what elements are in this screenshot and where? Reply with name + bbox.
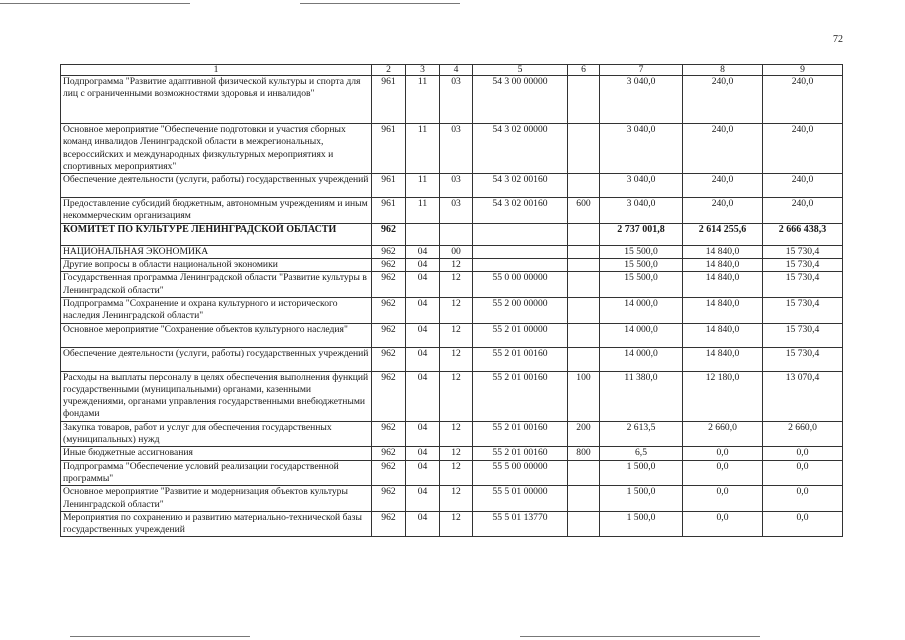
cell-pr: 03 xyxy=(440,76,473,124)
cell-csr: 54 3 02 00000 xyxy=(473,124,568,174)
table-row xyxy=(61,76,843,124)
cell-csr: 55 2 01 00000 xyxy=(473,323,568,347)
cell-v1: 2 613,5 xyxy=(600,421,683,447)
cell-name: Подпрограмма "Сохранение и охрана культурного и исторического наследия Ленинградской области" xyxy=(61,297,372,323)
cell-v3: 15 730,4 xyxy=(763,347,843,371)
cell-v1: 3 040,0 xyxy=(600,124,683,174)
cell-vr xyxy=(568,323,600,347)
cell-rz: 11 xyxy=(406,174,440,198)
cell-pr: 12 xyxy=(440,460,473,486)
cell-pr: 12 xyxy=(440,272,473,298)
cell-gr: 962 xyxy=(372,371,406,421)
cell-v3: 13 070,4 xyxy=(763,371,843,421)
cell-vr xyxy=(568,174,600,198)
table-row xyxy=(61,297,843,323)
header-cell: 9 xyxy=(763,65,843,76)
header-cell: 5 xyxy=(473,65,568,76)
cell-v2: 14 840,0 xyxy=(683,272,763,298)
cell-csr: 54 3 02 00160 xyxy=(473,198,568,224)
cell-pr: 12 xyxy=(440,371,473,421)
header-cell: 6 xyxy=(568,65,600,76)
cell-v3: 0,0 xyxy=(763,511,843,537)
cell-name: Мероприятия по сохранению и развитию материально-технической базы государственных учреждений xyxy=(61,511,372,537)
cell-pr: 12 xyxy=(440,447,473,460)
cell-v3: 15 730,4 xyxy=(763,272,843,298)
cell-name: Иные бюджетные ассигнования xyxy=(61,447,372,460)
cell-v2: 240,0 xyxy=(683,124,763,174)
table-row xyxy=(61,259,843,272)
table-row xyxy=(61,347,843,371)
cell-v2: 14 840,0 xyxy=(683,259,763,272)
cell-pr: 12 xyxy=(440,259,473,272)
cell-v2: 240,0 xyxy=(683,76,763,124)
cell-vr xyxy=(568,460,600,486)
cell-rz: 11 xyxy=(406,198,440,224)
cell-v1: 3 040,0 xyxy=(600,174,683,198)
cell-pr: 03 xyxy=(440,124,473,174)
cell-v3: 240,0 xyxy=(763,198,843,224)
cell-gr: 962 xyxy=(372,447,406,460)
cell-v3: 15 730,4 xyxy=(763,245,843,258)
cell-name: Другие вопросы в области национальной экономики xyxy=(61,259,372,272)
cell-rz: 11 xyxy=(406,124,440,174)
table-row xyxy=(61,198,843,224)
table-row xyxy=(61,223,843,245)
cell-rz: 04 xyxy=(406,323,440,347)
cell-rz: 04 xyxy=(406,272,440,298)
cell-csr: 55 5 00 00000 xyxy=(473,460,568,486)
cell-pr: 03 xyxy=(440,198,473,224)
budget-table xyxy=(60,64,843,537)
header-cell: 2 xyxy=(372,65,406,76)
cell-gr: 961 xyxy=(372,124,406,174)
cell-csr: 55 2 01 00160 xyxy=(473,421,568,447)
cell-rz: 04 xyxy=(406,259,440,272)
cell-csr: 54 3 00 00000 xyxy=(473,76,568,124)
cell-csr: 55 0 00 00000 xyxy=(473,272,568,298)
cell-pr: 12 xyxy=(440,323,473,347)
cell-v3: 2 666 438,3 xyxy=(763,223,843,245)
cell-pr: 12 xyxy=(440,486,473,512)
scan-artifact-line xyxy=(300,3,460,4)
cell-vr: 600 xyxy=(568,198,600,224)
cell-gr: 961 xyxy=(372,198,406,224)
table-row xyxy=(61,174,843,198)
cell-vr xyxy=(568,124,600,174)
cell-csr xyxy=(473,223,568,245)
cell-name: КОМИТЕТ ПО КУЛЬТУРЕ ЛЕНИНГРАДСКОЙ ОБЛАСТИ xyxy=(61,223,372,245)
cell-rz: 04 xyxy=(406,421,440,447)
cell-csr xyxy=(473,259,568,272)
cell-pr: 00 xyxy=(440,245,473,258)
header-cell: 1 xyxy=(61,65,372,76)
cell-rz: 04 xyxy=(406,511,440,537)
cell-v1: 3 040,0 xyxy=(600,76,683,124)
cell-v2: 14 840,0 xyxy=(683,347,763,371)
cell-v3: 0,0 xyxy=(763,486,843,512)
cell-v2: 0,0 xyxy=(683,511,763,537)
cell-rz: 04 xyxy=(406,245,440,258)
header-cell: 7 xyxy=(600,65,683,76)
cell-v1: 11 380,0 xyxy=(600,371,683,421)
cell-v1: 15 500,0 xyxy=(600,259,683,272)
cell-name: Основное мероприятие "Сохранение объектов культурного наследия" xyxy=(61,323,372,347)
cell-pr: 12 xyxy=(440,347,473,371)
cell-gr: 962 xyxy=(372,272,406,298)
table-row xyxy=(61,272,843,298)
cell-vr xyxy=(568,259,600,272)
cell-vr xyxy=(568,76,600,124)
cell-v3: 240,0 xyxy=(763,124,843,174)
cell-v3: 0,0 xyxy=(763,447,843,460)
cell-v2: 0,0 xyxy=(683,447,763,460)
cell-vr: 800 xyxy=(568,447,600,460)
cell-v3: 0,0 xyxy=(763,460,843,486)
cell-gr: 962 xyxy=(372,245,406,258)
cell-name: Предоставление субсидий бюджетным, автономным учреждениям и иным некоммерческим организациям xyxy=(61,198,372,224)
cell-name: Подпрограмма "Обеспечение условий реализации государственной программы" xyxy=(61,460,372,486)
cell-v1: 14 000,0 xyxy=(600,297,683,323)
cell-vr xyxy=(568,347,600,371)
cell-vr: 100 xyxy=(568,371,600,421)
cell-gr: 962 xyxy=(372,259,406,272)
cell-csr: 55 2 00 00000 xyxy=(473,297,568,323)
cell-v1: 6,5 xyxy=(600,447,683,460)
table-row xyxy=(61,447,843,460)
cell-rz: 04 xyxy=(406,297,440,323)
cell-vr xyxy=(568,511,600,537)
cell-csr: 55 2 01 00160 xyxy=(473,447,568,460)
cell-v2: 240,0 xyxy=(683,174,763,198)
cell-v3: 15 730,4 xyxy=(763,323,843,347)
cell-v1: 3 040,0 xyxy=(600,198,683,224)
cell-v1: 14 000,0 xyxy=(600,323,683,347)
table-row xyxy=(61,486,843,512)
cell-name: Расходы на выплаты персоналу в целях обеспечения выполнения функций государственными (муниципальными) органами, казенными учреждениями, органами управления государственными внебюджетными фондами xyxy=(61,371,372,421)
scan-artifact-line xyxy=(70,636,250,637)
cell-rz: 04 xyxy=(406,447,440,460)
cell-v1: 2 737 001,8 xyxy=(600,223,683,245)
cell-v2: 14 840,0 xyxy=(683,323,763,347)
table-row xyxy=(61,511,843,537)
cell-v2: 14 840,0 xyxy=(683,297,763,323)
cell-v1: 1 500,0 xyxy=(600,486,683,512)
cell-name: Подпрограмма "Развитие адаптивной физической культуры и спорта для лиц с ограниченными возможностями здоровья и инвалидов" xyxy=(61,76,372,124)
cell-rz xyxy=(406,223,440,245)
page-number: 72 xyxy=(833,34,843,45)
header-cell: 3 xyxy=(406,65,440,76)
cell-gr: 962 xyxy=(372,297,406,323)
header-cell: 8 xyxy=(683,65,763,76)
cell-csr: 55 5 01 13770 xyxy=(473,511,568,537)
cell-csr: 54 3 02 00160 xyxy=(473,174,568,198)
cell-gr: 962 xyxy=(372,223,406,245)
cell-vr xyxy=(568,245,600,258)
cell-rz: 04 xyxy=(406,347,440,371)
scan-artifact-line xyxy=(0,3,190,4)
cell-pr xyxy=(440,223,473,245)
cell-name: Закупка товаров, работ и услуг для обеспечения государственных (муниципальных) нужд xyxy=(61,421,372,447)
cell-v2: 0,0 xyxy=(683,486,763,512)
cell-gr: 962 xyxy=(372,486,406,512)
cell-v2: 0,0 xyxy=(683,460,763,486)
cell-gr: 962 xyxy=(372,323,406,347)
cell-name: Государственная программа Ленинградской области "Развитие культуры в Ленинградской области" xyxy=(61,272,372,298)
cell-v1: 14 000,0 xyxy=(600,347,683,371)
cell-gr: 961 xyxy=(372,174,406,198)
table-row xyxy=(61,460,843,486)
cell-v3: 15 730,4 xyxy=(763,297,843,323)
cell-vr xyxy=(568,272,600,298)
header-row xyxy=(61,65,843,76)
cell-gr: 962 xyxy=(372,347,406,371)
cell-gr: 962 xyxy=(372,421,406,447)
cell-rz: 04 xyxy=(406,486,440,512)
table-row xyxy=(61,245,843,258)
header-cell: 4 xyxy=(440,65,473,76)
cell-pr: 12 xyxy=(440,297,473,323)
cell-csr xyxy=(473,245,568,258)
cell-gr: 962 xyxy=(372,460,406,486)
cell-pr: 03 xyxy=(440,174,473,198)
cell-pr: 12 xyxy=(440,421,473,447)
cell-csr: 55 2 01 00160 xyxy=(473,371,568,421)
cell-name: Основное мероприятие "Обеспечение подготовки и участия сборных команд инвалидов Ленинградской области в межрегиональных, всероссийских и международных физкультурных мероприятиях и спортивных мероприятиях" xyxy=(61,124,372,174)
cell-v2: 12 180,0 xyxy=(683,371,763,421)
table-row xyxy=(61,371,843,421)
cell-v2: 14 840,0 xyxy=(683,245,763,258)
cell-v3: 2 660,0 xyxy=(763,421,843,447)
cell-vr xyxy=(568,486,600,512)
cell-vr xyxy=(568,297,600,323)
cell-v1: 1 500,0 xyxy=(600,511,683,537)
cell-v3: 15 730,4 xyxy=(763,259,843,272)
table-row xyxy=(61,124,843,174)
scan-artifact-line xyxy=(520,636,760,637)
cell-v2: 240,0 xyxy=(683,198,763,224)
cell-v1: 15 500,0 xyxy=(600,272,683,298)
cell-pr: 12 xyxy=(440,511,473,537)
cell-rz: 04 xyxy=(406,371,440,421)
cell-rz: 04 xyxy=(406,460,440,486)
cell-name: Основное мероприятие "Развитие и модернизация объектов культуры Ленинградской области" xyxy=(61,486,372,512)
cell-vr: 200 xyxy=(568,421,600,447)
cell-v2: 2 660,0 xyxy=(683,421,763,447)
cell-name: Обеспечение деятельности (услуги, работы) государственных учреждений xyxy=(61,174,372,198)
cell-name: НАЦИОНАЛЬНАЯ ЭКОНОМИКА xyxy=(61,245,372,258)
table-row xyxy=(61,323,843,347)
table-row xyxy=(61,421,843,447)
cell-v3: 240,0 xyxy=(763,76,843,124)
cell-v3: 240,0 xyxy=(763,174,843,198)
cell-vr xyxy=(568,223,600,245)
cell-v1: 1 500,0 xyxy=(600,460,683,486)
cell-gr: 961 xyxy=(372,76,406,124)
cell-gr: 962 xyxy=(372,511,406,537)
cell-v1: 15 500,0 xyxy=(600,245,683,258)
cell-rz: 11 xyxy=(406,76,440,124)
cell-csr: 55 5 01 00000 xyxy=(473,486,568,512)
cell-name: Обеспечение деятельности (услуги, работы) государственных учреждений xyxy=(61,347,372,371)
cell-v2: 2 614 255,6 xyxy=(683,223,763,245)
cell-csr: 55 2 01 00160 xyxy=(473,347,568,371)
